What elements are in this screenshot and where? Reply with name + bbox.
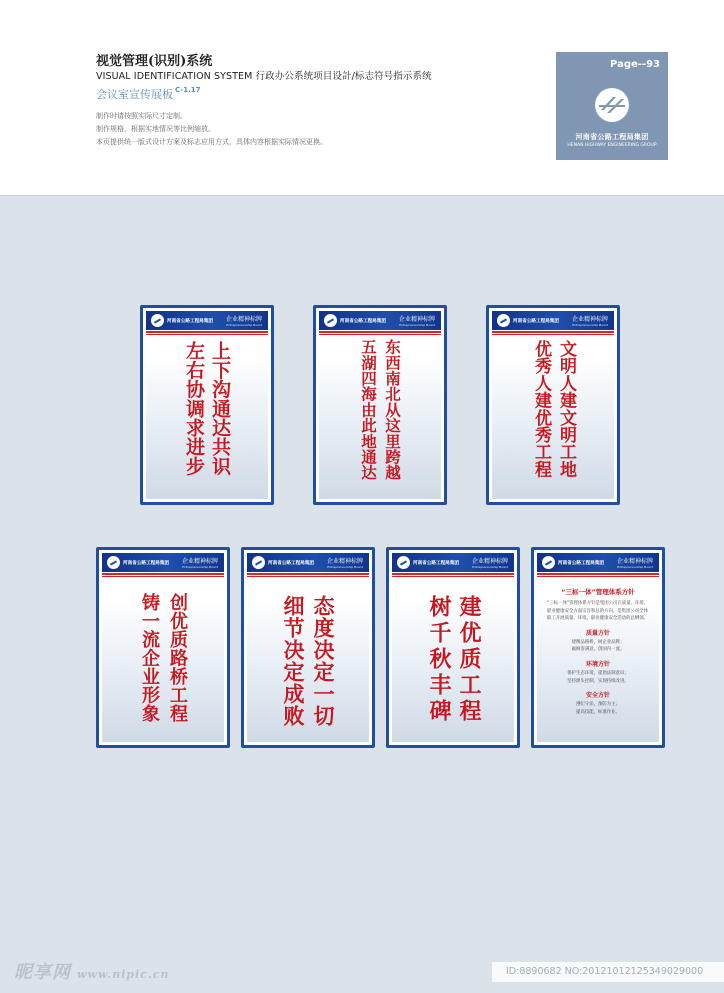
safety-line: 提高技能，标准作业。 (576, 709, 620, 715)
board-label: 企业精神标牌 (181, 558, 218, 565)
board-label: 企业精神标牌 (571, 316, 608, 323)
slogan-line: 左右协调求进步 (183, 341, 205, 476)
board-header-bar (319, 311, 441, 330)
slogan-board (96, 547, 230, 748)
divider (319, 334, 441, 335)
env-line: 保护生态环境，提倡法制意识； (567, 670, 629, 676)
quality-line: 赢顾客满意，创国内一流。 (571, 647, 625, 653)
board-org-name: 河南省公路工程局集团 (123, 560, 169, 566)
watermark-text: 昵享网 (14, 962, 71, 983)
board-org-name: 河南省公路工程局集团 (413, 560, 459, 566)
board-label: 企业精神标牌 (225, 316, 262, 323)
divider (247, 573, 369, 575)
title-cn: 视觉管理(识别)系统 (96, 54, 213, 69)
divider (537, 573, 659, 575)
divider (392, 573, 514, 575)
board-header-bar (492, 311, 614, 330)
company-logo-icon (497, 314, 510, 327)
slogan-line: 五湖四海由此地通达 (359, 339, 377, 481)
note-line: 制作规格，根据实地情况等比例缩放。 (96, 125, 215, 133)
divider (146, 331, 268, 333)
policy-board (531, 547, 665, 748)
slogan-line: 文明人建文明工地 (556, 340, 576, 478)
note-line: 本页提供统一版式设计方案及标志应用方式，具体内容根据实际情况更换。 (96, 138, 327, 146)
board-label-en: Entrepreneurship Board (472, 565, 508, 569)
company-logo-icon (151, 314, 164, 327)
divider (102, 576, 224, 577)
company-logo-icon (107, 556, 120, 569)
page-number: Page--93 (610, 59, 660, 70)
slogan-line: 创优质路桥工程 (167, 593, 188, 723)
slogan-line: 东西南北从这里跨越 (383, 339, 401, 481)
divider (247, 576, 369, 577)
board-org-name: 河南省公路工程局集团 (558, 560, 604, 566)
divider (319, 331, 441, 333)
quality-line: 建精品路桥，树企业品牌； (571, 639, 625, 645)
notes (96, 110, 327, 149)
quality-title: 质量方针 (585, 629, 610, 637)
board-header-bar (146, 311, 268, 330)
board-org-name: 河南省公路工程局集团 (268, 560, 314, 566)
company-logo-icon (593, 86, 631, 124)
slogan-line: 树千秋丰碑 (426, 595, 451, 725)
slogan-line: 细节决定成败 (281, 595, 305, 727)
logo-name-cn: 河南省公路工程局集团 (575, 133, 649, 141)
logo-name-en: HENAN HIGHWAY ENGINEERING GROUP (567, 143, 657, 148)
page-header (0, 0, 724, 196)
board-header-bar (247, 553, 369, 572)
board-header-bar (392, 553, 514, 572)
board-org-name: 河南省公路工程局集团 (513, 318, 559, 324)
board-label: 企业精神标牌 (398, 316, 435, 323)
divider (102, 573, 224, 575)
divider (537, 576, 659, 577)
company-logo-icon (397, 556, 410, 569)
divider (146, 334, 268, 335)
env-title: 环境方针 (585, 660, 610, 668)
policy-heading: “三标一体”管理体系方针 (561, 588, 635, 596)
divider (492, 331, 614, 333)
safety-line: 遵纪守法，预防为主； (576, 702, 620, 708)
board-label: 企业精神标牌 (471, 558, 508, 565)
slogan-board (313, 305, 447, 505)
divider (392, 576, 514, 577)
board-org-name: 河南省公路工程局集团 (167, 318, 213, 324)
slogan-board (241, 547, 375, 748)
slogan-line: 铸一流企业形象 (139, 593, 160, 723)
slogan-line: 态度决定一切 (311, 595, 335, 727)
company-logo-icon (542, 556, 555, 569)
watermark-url: www.nipic.cn (77, 968, 170, 981)
board-label-en: Entrepreneurship Board (572, 323, 608, 327)
board-label: 企业精神标牌 (326, 558, 363, 565)
board-label-en: Entrepreneurship Board (399, 323, 435, 327)
section-title (96, 86, 200, 102)
board-header-bar (537, 553, 659, 572)
env-line: 坚持源头控制，实现持续改进。 (567, 678, 629, 684)
board-label-en: Entrepreneurship Board (617, 565, 653, 569)
board-label-en: Entrepreneurship Board (182, 565, 218, 569)
watermark (14, 958, 169, 984)
title-en: VISUAL IDENTIFICATION SYSTEM 行政办公系统项目设計/标志符号指示系统 (96, 71, 432, 82)
note-line: 制作时请按照实际尺寸定制。 (96, 112, 187, 120)
company-logo-icon (324, 314, 337, 327)
section-title-text: 会议室宣传展板 (96, 88, 173, 101)
safety-title: 安全方针 (585, 692, 610, 700)
section-code: C-1.17 (175, 86, 201, 94)
slogan-line: 优秀人建优秀工程 (531, 340, 551, 478)
slogan-board (140, 305, 274, 505)
board-label: 企业精神标牌 (616, 558, 653, 565)
slogan-line: 上下沟通达共识 (209, 341, 231, 476)
slogan-board (386, 547, 520, 748)
slogan-board (486, 305, 620, 505)
company-logo-icon (252, 556, 265, 569)
board-label-en: Entrepreneurship Board (226, 323, 262, 327)
divider (492, 334, 614, 335)
board-org-name: 河南省公路工程局集团 (340, 318, 386, 324)
page-badge (556, 52, 668, 160)
policy-intro: “三标一体”管理体系方针是集团公司在质量、环境、职业健康安全方面宗旨和总的方向，是集团公司全体职工开展质量、环境、职业健康安全活动的总纲领。 (547, 601, 649, 622)
policy-content (545, 587, 651, 716)
board-label-en: Entrepreneurship Board (327, 565, 363, 569)
image-id: ID:8890682 NO:20121012125349029000 (492, 962, 724, 982)
board-header-bar (102, 553, 224, 572)
slogan-line: 建优质工程 (456, 595, 481, 725)
